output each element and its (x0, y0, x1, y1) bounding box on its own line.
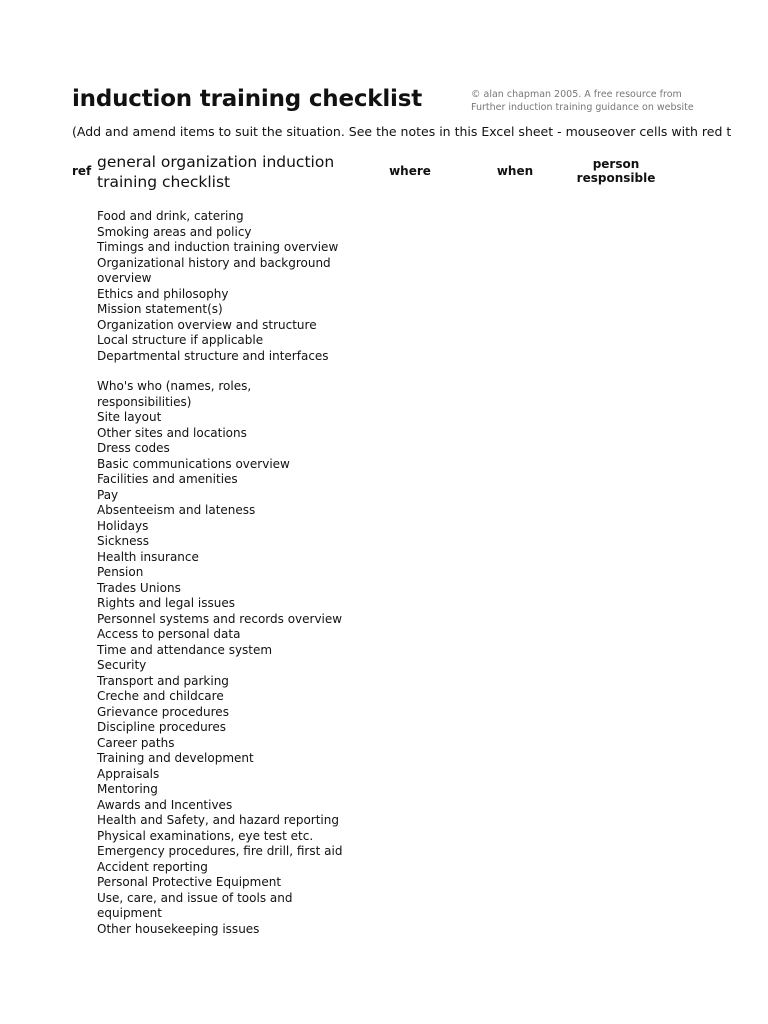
checklist-item: Other sites and locations (97, 425, 247, 440)
checklist-item: Training and development (97, 751, 254, 765)
checklist-item: Creche and childcare (97, 689, 224, 703)
checklist-item: Transport and parking (97, 673, 229, 688)
checklist-item: Personal Protective Equipment (97, 875, 282, 889)
column-header-when: when (496, 164, 534, 178)
checklist-item: Personnel systems and records overview (97, 611, 343, 626)
checklist-item: Awards and Incentives (97, 797, 233, 812)
checklist-item: Holidays (97, 518, 149, 533)
checklist-item: Rights and legal issues (97, 596, 235, 610)
column-header-where: where (389, 164, 431, 178)
checklist-item: Smoking areas and policy (97, 224, 252, 239)
credit-line-1: © alan chapman 2005. A free resource from (471, 89, 682, 100)
checklist-item: Time and attendance system (97, 642, 273, 657)
checklist-items (97, 209, 347, 937)
checklist-item: Health insurance (97, 549, 199, 564)
checklist-item: Mentoring (97, 782, 158, 796)
checklist-item: Accident reporting (97, 859, 208, 874)
checklist-item: Trades Unions (97, 580, 181, 595)
checklist-item: Appraisals (97, 766, 160, 781)
checklist-item: Who's who (names, roles, responsibilities) (97, 379, 252, 409)
checklist-item: Security (97, 658, 147, 672)
column-header-ref: ref (72, 164, 92, 178)
checklist-item: Food and drink, catering (97, 209, 244, 223)
checklist-item: Organization overview and structure (97, 317, 317, 332)
checklist-item: Ethics and philosophy (97, 286, 229, 301)
checklist-item: Basic communications overview (97, 456, 290, 471)
checklist-item: Mission statement(s) (97, 302, 223, 316)
instructions-text: (Add and amend items to suit the situation. See the notes in this Excel sheet - mouseover cells with red t (72, 124, 732, 139)
checklist-item: Local structure if applicable (97, 333, 264, 347)
checklist-item: Departmental structure and interfaces (97, 348, 329, 363)
checklist-item: Organizational history and background overview (97, 255, 331, 285)
checklist-item: Emergency procedures, fire drill, first aid (97, 844, 343, 858)
checklist-item: Health and Safety, and hazard reporting (97, 813, 339, 827)
checklist-item: Access to personal data (97, 627, 241, 641)
checklist-item: Career paths (97, 735, 175, 750)
checklist-item: Facilities and amenities (97, 472, 238, 486)
checklist-item: Discipline procedures (97, 720, 226, 734)
checklist-item: Site layout (97, 410, 162, 424)
checklist-item: Dress codes (97, 441, 170, 455)
checklist-item: Pension (97, 565, 144, 579)
checklist-item: Sickness (97, 534, 149, 548)
copyright-credit (471, 88, 694, 114)
column-header-general-checklist: general organization induction training checklist (97, 153, 335, 191)
credit-line-2: Further induction training guidance on website (471, 102, 694, 113)
checklist-item: Grievance procedures (97, 704, 229, 719)
checklist-item: Absenteeism and lateness (97, 503, 256, 517)
checklist-item: Timings and induction training overview (97, 240, 339, 254)
checklist-item: Use, care, and issue of tools and equipment (97, 890, 293, 920)
page-title: induction training checklist (72, 86, 423, 112)
checklist-item: Pay (97, 487, 119, 502)
checklist-item: Other housekeeping issues (97, 921, 260, 936)
column-header-person-responsible: person responsible (576, 157, 656, 185)
checklist-item: Physical examinations, eye test etc. (97, 828, 314, 843)
